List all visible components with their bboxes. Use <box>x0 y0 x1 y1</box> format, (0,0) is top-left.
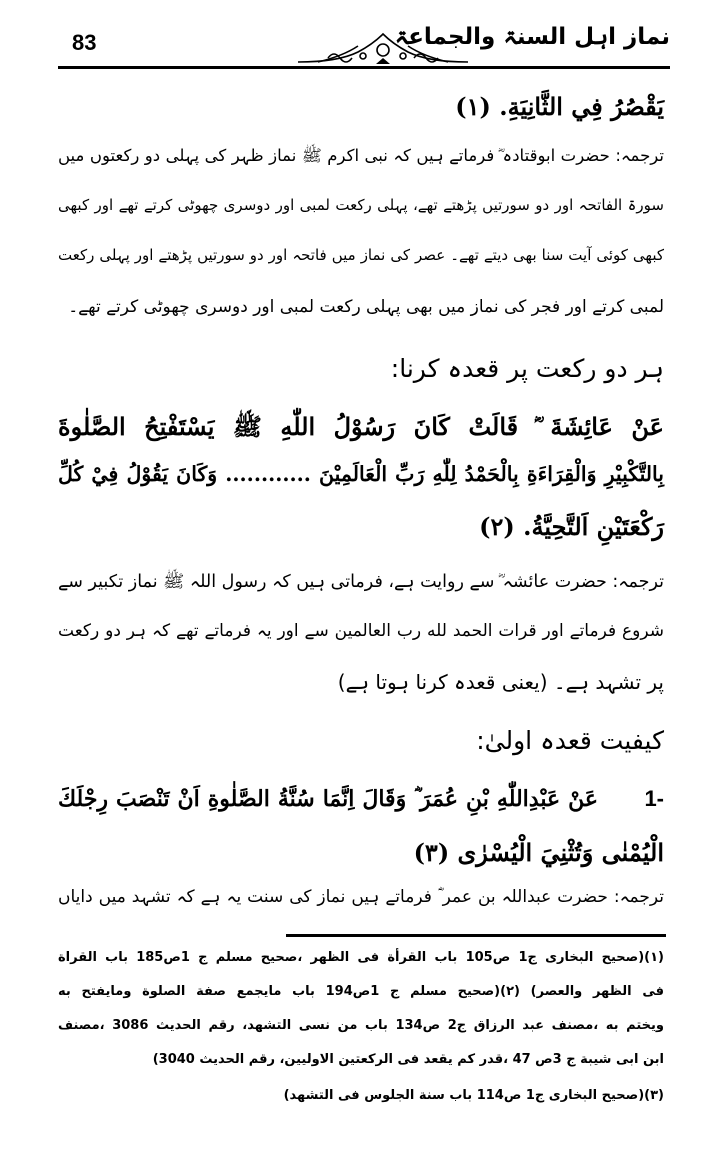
translation-line: شروع فرماتے اور قرات الحمد لله رب العالمين سے اور یہ فرماتے تھے کہ ہر دو رکعت <box>58 621 664 641</box>
header-rule <box>58 66 670 69</box>
arabic-text-line: رَكْعَتَيْنِ اَلتَّحِيَّةُ. (۲) <box>479 512 664 541</box>
running-title: نماز اہل السنۃ والجماعۃ <box>394 24 670 50</box>
arabic-text-line: عَنْ عَبْدِاللّٰهِ بْنِ عُمَرَ ؓ وَقَالَ اِنَّمَا سُنَّةُ الصَّلٰوةِ اَنْ تَنْصَبَ رِجْلَكَ <box>58 786 598 812</box>
arabic-text-line: عَنْ عَائِشَةَ ؓ قَالَتْ كَانَ رَسُوْلُ اللّٰهِ ﷺ يَسْتَفْتِحُ الصَّلٰوةَ <box>58 412 664 441</box>
section-heading: ہر دو رکعت پر قعدہ کرنا: <box>390 354 664 383</box>
footnote-line: (۳)(صحيح البخاری ج1 ص114 باب سنة الجلوس فی التشهد) <box>283 1088 664 1103</box>
item-number: 1- <box>644 786 664 811</box>
footnote-line: (۱)(صحيح البخاری ج1 ص105 باب القرأة فی الظهر ،صحيح مسلم ج 1ص185 باب القراة <box>58 950 664 965</box>
arabic-text-line: الْيُمْنٰى وَتُثْنِيَ الْيُسْرٰى (۳) <box>413 838 664 867</box>
translation-line: کبھی کوئی آیت سنا بھی دیتے تھے۔ عصر کی نماز میں فاتحہ اور دو سورتیں پڑھتے اور پہلی رکعت <box>58 246 664 264</box>
translation-line: ترجمہ: حضرت عبداللہ بن عمر ؓ فرماتے ہیں نماز کی سنت یہ ہے کہ تشہد میں دایاں <box>58 887 664 907</box>
arabic-text-line: يَقْصُرُ فِي الثَّانِيَةِ. (۱) <box>455 92 664 121</box>
footnote-rule <box>286 934 666 937</box>
footnote-line: ويختم به ،مصنف عبد الرزاق ج2 ص134 باب من نسی التشهد، رقم الحديث 3086 ،مصنف <box>58 1018 665 1033</box>
translation-line: سورۃ الفاتحہ اور دو سورتیں پڑھتے تھے، پہلی رکعت لمبی اور دوسری چھوٹی کرتے تھے اور کبھی <box>58 196 664 214</box>
section-heading: کیفیت قعدہ اولیٰ: <box>476 726 664 755</box>
translation-line: لمبی کرتے اور فجر کی نماز میں بھی پہلی رکعت لمبی اور دوسری چھوٹی کرتے تھے۔ <box>68 297 664 317</box>
page-number: 83 <box>72 30 97 55</box>
footnote-line: فی الظهر والعصر) (۲)(صحيح مسلم ج 1ص194 باب مايجمع صفة الصلوة ومايفتح به <box>58 984 665 999</box>
arabic-text-line: بِالتَّكْبِيْرِ وَالْقِرَاءَةِ بِالْحَمْدُ لِلّٰهِ رَبِّ الْعَالَمِيْنَ ............ وَكَانَ يَقُوْلُ فِيْ كُلِّ <box>58 462 664 486</box>
translation-line: پر تشہد ہے۔ (یعنی قعدہ کرنا ہوتا ہے) <box>337 670 664 694</box>
footnote-line: ابن ابی شيبة ج 3ص 47 ،قدر كم يقعد فی الركعتين الاوليين، رقم الحديث 3040) <box>152 1052 664 1067</box>
translation-line: ترجمہ: حضرت عائشہ ؓ سے روایت ہے، فرماتی ہیں کہ رسول اللہ ﷺ نماز تکبیر سے <box>58 572 664 592</box>
page-header <box>58 20 670 72</box>
translation-line: ترجمہ: حضرت ابوقتادہ ؓ فرماتے ہیں کہ نبی اکرم ﷺ نماز ظہر کی پہلی دو رکعتوں میں <box>58 146 664 165</box>
